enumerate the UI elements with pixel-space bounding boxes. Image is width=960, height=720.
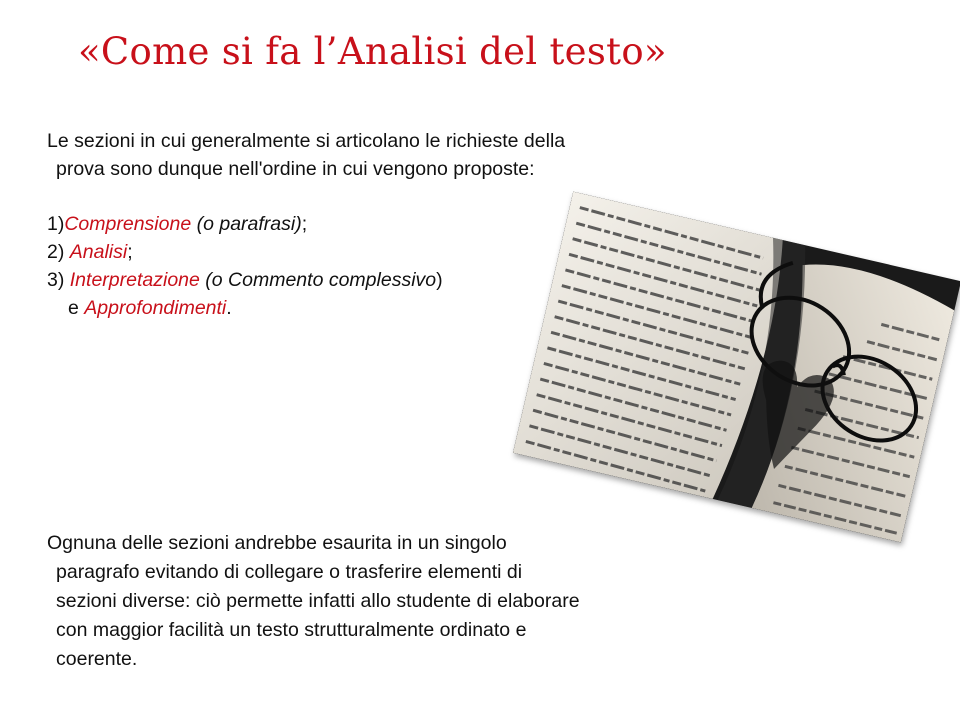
paren-close: ) — [436, 269, 443, 291]
conjunction: e — [68, 297, 85, 319]
outro-line-5: coerente. — [56, 648, 138, 670]
outro-line-1: Ognuna delle sezioni andrebbe esaurita in un singolo — [47, 532, 507, 554]
book-with-glasses-icon — [513, 192, 960, 543]
page-title: «Come si fa l’Analisi del testo» — [78, 30, 667, 73]
term-interpretazione: Interpretazione — [69, 269, 200, 291]
list-number: 3) — [47, 269, 70, 291]
list-number: 1) — [47, 213, 65, 235]
paren-parafrasi: (o parafrasi) — [191, 213, 302, 235]
list-item-analisi — [47, 238, 567, 266]
list-number: 2) — [47, 241, 70, 263]
outro-line-2: paragrafo evitando di collegare o trasferire elementi di — [56, 561, 523, 583]
sections-list — [47, 210, 567, 322]
outro-line-3: sezioni diverse: ciò permette infatti allo studente di elaborare — [56, 590, 580, 612]
term-approfondimenti: Approfondimenti — [84, 297, 227, 319]
outro-line-4: con maggior facilità un testo strutturalmente ordinato e — [56, 619, 527, 641]
term-comprensione: Comprensione — [64, 213, 192, 235]
punctuation: ; — [301, 213, 308, 235]
list-item-interpretazione — [47, 266, 567, 294]
list-item-approfondimenti — [47, 294, 567, 322]
intro-line-1: Le sezioni in cui generalmente si articolano le richieste della — [47, 130, 566, 152]
term-commento: Commento complessivo — [228, 269, 437, 291]
punctuation: . — [226, 297, 232, 319]
intro-paragraph — [47, 127, 727, 183]
punctuation: ; — [127, 241, 133, 263]
closing-paragraph — [47, 529, 747, 674]
list-item-comprensione — [47, 210, 567, 238]
term-analisi: Analisi — [69, 241, 128, 263]
paren-open: (o — [199, 269, 229, 291]
book-with-glasses-image — [513, 192, 960, 543]
intro-line-2: prova sono dunque nell'ordine in cui vengono proposte: — [56, 158, 535, 180]
